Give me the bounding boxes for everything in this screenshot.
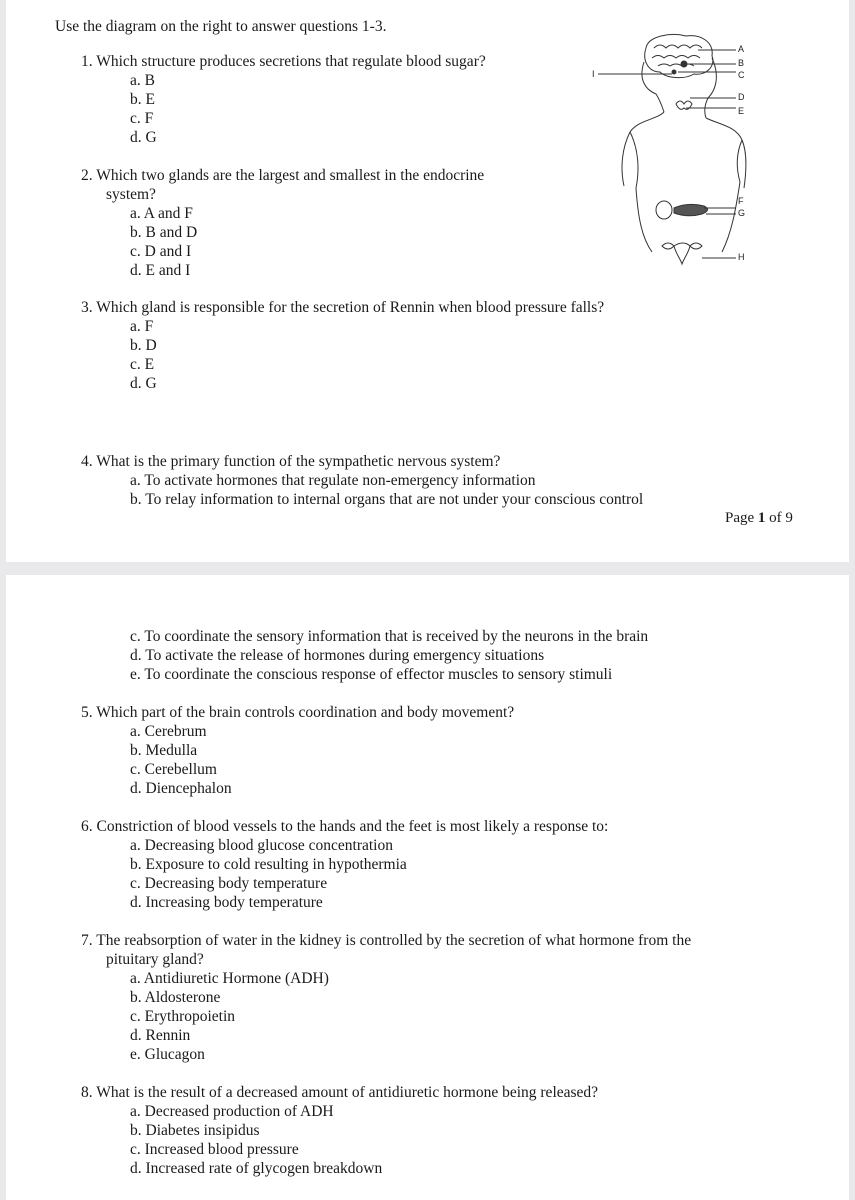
q2-option-c: c. D and I — [130, 243, 192, 260]
instructions: Use the diagram on the right to answer questions 1-3. — [55, 18, 387, 35]
diagram-label-d: D — [738, 92, 745, 102]
q8-option-a: a. Decreased production of ADH — [130, 1103, 334, 1120]
q4-option-b: b. To relay information to internal organs that are not under your conscious control — [130, 491, 644, 508]
question-6: 6. Constriction of blood vessels to the hands and the feet is most likely a response to: — [81, 818, 609, 835]
question-4: 4. What is the primary function of the sympathetic nervous system? — [81, 453, 501, 470]
q3-option-c: c. E — [130, 356, 155, 373]
q5-option-c: c. Cerebellum — [130, 761, 217, 778]
page-number — [725, 510, 793, 527]
q1-option-a: a. B — [130, 72, 155, 89]
page-label-prefix: Page — [725, 510, 758, 526]
q5-option-b: b. Medulla — [130, 742, 198, 759]
q1-option-d: d. G — [130, 129, 157, 146]
leader-lines — [598, 50, 736, 258]
endocrine-system-diagram — [586, 28, 766, 278]
q7-option-b: b. Aldosterone — [130, 989, 221, 1006]
q3-option-a: a. F — [130, 318, 154, 335]
q7-option-a: a. Antidiuretic Hormone (ADH) — [130, 970, 329, 987]
diagram-label-h: H — [738, 252, 745, 262]
question-2-continued: system? — [106, 186, 156, 203]
worksheet-page-1 — [6, 0, 849, 562]
torso-outline — [622, 112, 746, 188]
reproductive-organs — [662, 243, 702, 264]
q6-option-c: c. Decreasing body temperature — [130, 875, 328, 892]
diagram-label-e: E — [738, 106, 745, 116]
q4-option-e: e. To coordinate the conscious response of effector muscles to sensory stimuli — [130, 666, 613, 683]
q5-option-a: a. Cerebrum — [130, 723, 207, 740]
q2-option-b: b. B and D — [130, 224, 198, 241]
pituitary — [672, 70, 676, 74]
question-7: 7. The reabsorption of water in the kidney is controlled by the secretion of what hormone from the — [81, 932, 692, 949]
q6-option-b: b. Exposure to cold resulting in hypothermia — [130, 856, 407, 873]
q8-option-c: c. Increased blood pressure — [130, 1141, 299, 1158]
question-2: 2. Which two glands are the largest and smallest in the endocrine — [81, 167, 485, 184]
q7-option-e: e. Glucagon — [130, 1046, 205, 1063]
diagram-label-i: I — [592, 69, 595, 79]
q6-option-a: a. Decreasing blood glucose concentration — [130, 837, 393, 854]
q7-option-c: c. Erythropoietin — [130, 1008, 236, 1025]
diagram-label-g: G — [738, 208, 746, 218]
question-1: 1. Which structure produces secretions that regulate blood sugar? — [81, 53, 486, 70]
question-3: 3. Which gland is responsible for the secretion of Rennin when blood pressure falls? — [81, 299, 605, 316]
pancreas — [674, 204, 708, 215]
q4-option-a: a. To activate hormones that regulate non-emergency information — [130, 472, 536, 489]
worksheet-page-2 — [6, 575, 849, 1200]
page-label-suffix: of 9 — [765, 510, 793, 526]
waist — [636, 182, 740, 252]
question-8: 8. What is the result of a decreased amount of antidiuretic hormone being released? — [81, 1084, 599, 1101]
left-arm — [630, 132, 638, 188]
q8-option-b: b. Diabetes insipidus — [130, 1122, 260, 1139]
q1-option-b: b. E — [130, 91, 155, 108]
q1-option-c: c. F — [130, 110, 154, 127]
q2-option-a: a. A and F — [130, 205, 193, 222]
diagram-label-a: A — [738, 44, 745, 54]
diagram-label-f: F — [738, 196, 744, 206]
brain-folds — [652, 45, 702, 66]
q4-option-c: c. To coordinate the sensory information that is received by the neurons in the brain — [130, 628, 649, 645]
q2-option-d: d. E and I — [130, 262, 191, 279]
q7-option-d: d. Rennin — [130, 1027, 191, 1044]
adrenal — [656, 201, 672, 219]
diagram-label-c: C — [738, 70, 745, 80]
q6-option-d: d. Increasing body temperature — [130, 894, 323, 911]
diagram-label-b: B — [738, 58, 745, 68]
q8-option-d: d. Increased rate of glycogen breakdown — [130, 1160, 383, 1177]
q3-option-b: b. D — [130, 337, 157, 354]
q4-option-d: d. To activate the release of hormones during emergency situations — [130, 647, 545, 664]
question-5: 5. Which part of the brain controls coordination and body movement? — [81, 704, 515, 721]
right-arm — [737, 140, 742, 182]
q3-option-d: d. G — [130, 375, 157, 392]
q5-option-d: d. Diencephalon — [130, 780, 232, 797]
page-current: 1 — [757, 510, 766, 526]
question-7-continued: pituitary gland? — [106, 951, 204, 968]
